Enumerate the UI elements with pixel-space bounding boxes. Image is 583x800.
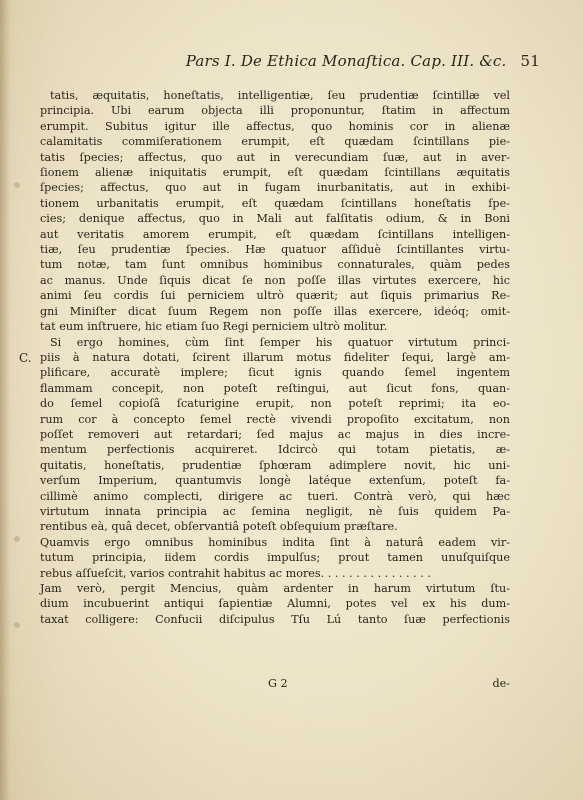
margin-spot	[14, 622, 20, 628]
text-line: aut veritatis amorem erumpit, eſt quædam ſcintillans intelligen-	[40, 227, 510, 241]
text-line: ſionem alienæ iniquitatis erumpit, eſt quædam ſcintillans æquitatis	[40, 166, 510, 180]
margin-spot	[14, 182, 20, 188]
page-footer	[40, 677, 510, 693]
text-line: tat eum inſtruere, hic etiam ſuo Regi perniciem ultrò molitur.	[40, 320, 388, 334]
text-line: tatis ſpecies; affectus, quo aut in verecundiam ſuæ, aut in aver-	[40, 150, 510, 164]
text-line: ac manus. Unde ſiquis dicat ſe non poſſe illas virtutes exercere, hic	[40, 273, 510, 287]
running-head-title: Pars I. De Ethica Monaſtica. Cap. III. &c.	[185, 52, 507, 70]
page-number: 51	[520, 52, 540, 70]
text-line: rentibus eà, quâ decet, obſervantiâ poteſt obſequium præſtare.	[40, 520, 398, 534]
text-line: gni Miniſter dicat ſuum Regem non poſſe illas exercere, ideóq; omit-	[40, 304, 510, 318]
text-line: ſpecies; affectus, quo aut in fugam inurbanitatis, aut in exhibi-	[40, 181, 510, 195]
text-line: tiæ, ſeu prudentiæ ſpecies. Hæ quatuor aſſiduè ſcintillantes virtu-	[40, 243, 510, 257]
gutter-shadow	[0, 0, 10, 800]
text-line: Jam verò, pergit Mencius, quàm ardenter in harum virtutum ſtu-	[40, 582, 510, 595]
paragraph-mark: C.	[19, 351, 32, 365]
text-line: Si ergo homines, cùm ſint ſemper his quatuor virtutum princi-	[50, 335, 510, 349]
text-line: taxat colligere: Confucii diſcipulus Tſu Lú tanto ſuæ perfectionis	[40, 612, 510, 626]
body-text	[40, 88, 510, 627]
catchword: de-	[492, 677, 510, 690]
text-line: Quamvis ergo omnibus hominibus indita ſint à naturâ eadem vir-	[40, 535, 510, 549]
text-line: cillimè animo complecti, dirigere ac tueri. Contrà verò, qui hæc	[40, 489, 510, 503]
text-line: tutum principia, iidem cordis impulſus; prout tamen unuſquiſque	[40, 551, 510, 565]
text-line: dium incubuerint antiqui ſapientiæ Alumni, potes vel ex his dum-	[40, 597, 510, 611]
text-line: erumpit. Subitus igitur ille affectus, quo hominis cor in alienæ	[40, 119, 510, 133]
text-line: mentum perfectionis acquireret. Idcircò qui totam pietatis, æ-	[40, 443, 510, 457]
text-line: tum notæ, tam ſunt omnibus hominibus connaturales, quàm pedes	[40, 258, 510, 272]
text-line: calamitatis commiſerationem erumpit, eſt quædam ſcintillans pie-	[40, 135, 510, 149]
text-line: verſum Imperium, quantumvis longè latéque extenſum, poteſt fa-	[40, 474, 510, 488]
text-line: quitatis, honeſtatis, prudentiæ ſphœram adimplere novit, hic uni-	[40, 458, 510, 472]
text-line: animi ſeu cordis ſui perniciem ultrò quærit; aut ſiquis primarius Re-	[40, 289, 510, 303]
text-line: virtutum innata principia ac ſemina negligit, nè ſuis quidem Pa-	[40, 504, 510, 518]
text-line: poſſet removeri aut retardari; ſed majus ac majus in dies incre-	[40, 427, 510, 441]
text-line: rum cor à concepto ſemel rectè vivendi propoſito excitatum, non	[40, 412, 510, 426]
text-line: cies; denique affectus, quo in Mali aut falſitatis odium, & in Boni	[40, 212, 510, 226]
text-line: rebus aſſueſcit, varios contrahit habitus ac mores. . . . . . . . . . . . . . . .	[40, 566, 431, 580]
text-line: tionem urbanitatis erumpit, eſt quædam ſcintillans honeſtatis ſpe-	[40, 196, 510, 210]
text-line: plificare, accuratè implere; ſicut ignis quando ſemel ingentem	[40, 366, 510, 380]
text-line: do ſemel copioſâ ſcaturigine erupit, non poteſt reprimi; ita eo-	[40, 397, 510, 411]
margin-spot	[14, 536, 20, 542]
signature-mark: G 2	[268, 677, 288, 690]
running-head	[40, 52, 540, 70]
text-line: piis à natura dotati, ſcirent illarum motus fideliter ſequi, largè am-	[40, 350, 510, 364]
text-line: flammam concepit, non poteſt reſtingui, aut ſicut fons, quan-	[40, 381, 510, 395]
text-line: principia. Ubi earum objecta illi proponuntur, ſtatim in affectum	[40, 104, 510, 118]
text-line: tatis, æquitatis, honeſtatis, intelligentiæ, ſeu prudentiæ ſcintillæ vel	[50, 89, 510, 102]
